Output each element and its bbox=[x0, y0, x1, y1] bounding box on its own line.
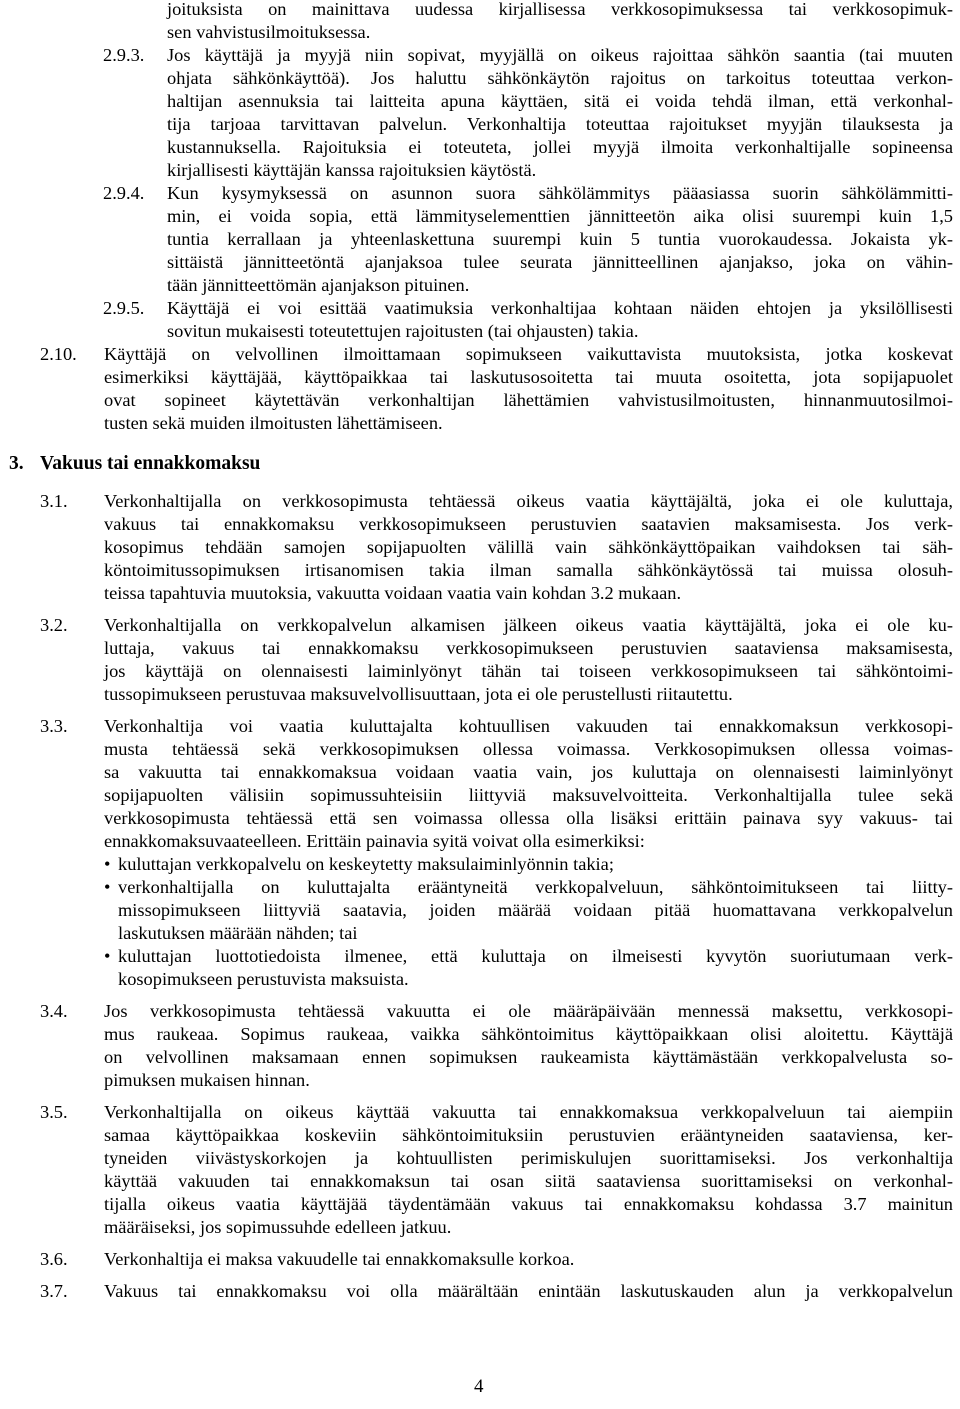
text-line: Verkonhaltijalla on oikeus käyttää vakuutta tai ennakkomaksua verkkopalveluun tai aiempiin bbox=[104, 1102, 953, 1122]
page-number: 4 bbox=[474, 1376, 484, 1397]
text-line: Käyttäjä ei voi esittää vaatimuksia verkonhaltijaa kohtaan näiden ehtojen ja yksilöllisesti bbox=[167, 298, 953, 318]
clause-number: 3.7. bbox=[40, 1281, 68, 1301]
text-line: sittäistä jännitteetöntä ajanjaksoa tulee seurata jännitteellinen ajanjakso, joka on vähin- bbox=[167, 252, 953, 272]
text-line: kosopimus tehdään samojen sopijapuolten välillä vain sähkönkäyttöpaikan vaihdoksen tai säh- bbox=[104, 537, 953, 557]
text-line: Käyttäjä on velvollinen ilmoittamaan sopimukseen vaikuttavista muutoksista, jotka koskevat bbox=[104, 344, 953, 364]
text-line: verkkosopimusta tehtäessä että sen voimassa ollessa olla lisäksi erittäin painava syy vakuus- tai bbox=[104, 808, 953, 828]
text-line: teissa tapahtuvia muutoksia, vakuutta voidaan vaatia vain kohdan 3.2 mukaan. bbox=[104, 583, 682, 603]
text-line: Verkonhaltija voi vaatia kuluttajalta kohtuullisen vakuuden tai ennakkomaksun verkkosopi- bbox=[104, 716, 953, 736]
bullet-item: kosopimukseen perustuvista maksuista. bbox=[118, 969, 409, 989]
text-line: Verkonhaltija ei maksa vakuudelle tai ennakkomaksulle korkoa. bbox=[104, 1249, 575, 1269]
text-line: ohjata sähkönkäyttöä). Jos haluttu sähkönkäytön rajoitus on tarkoitus toteuttaa verkon- bbox=[167, 68, 953, 88]
text-line: ovat sopineet käytettävän verkonhaltijan lähettämien vahvistusilmoitusten, hinnanmuutosilmoi- bbox=[104, 390, 953, 410]
clause-number: 3.3. bbox=[40, 716, 68, 736]
bullet-marker: • bbox=[104, 946, 111, 966]
bullet-item: laskutuksen määrään nähden; tai bbox=[118, 923, 358, 943]
text-line: musta tehtäessä sekä verkkosopimuksen ollessa voimassa. Verkkosopimuksen ollessa voimas- bbox=[104, 739, 953, 759]
text-line: tyneiden viivästyskorkojen ja kohtuullisten perimiskulujen suorittamiseksi. Jos verkonhaltija bbox=[104, 1148, 953, 1168]
text-line: luttaja, vakuus tai ennakkomaksu verkkosopimukseen perustuvien saataviensa maksamisesta, bbox=[104, 638, 953, 658]
clause-number: 2.10. bbox=[40, 344, 77, 364]
clause-number: 3.4. bbox=[40, 1001, 68, 1021]
section-number: 3. bbox=[9, 453, 24, 474]
clause-number: 2.9.4. bbox=[103, 183, 145, 203]
text-line: tijalla oikeus vaatia käyttäjää täydentämään vakuus tai ennakkomaksu kohdassa 3.7 mainitun bbox=[104, 1194, 953, 1214]
clause-number: 3.6. bbox=[40, 1249, 68, 1269]
bullet-marker: • bbox=[104, 877, 111, 897]
text-line: Verkonhaltijalla on verkkosopimusta tehtäessä oikeus vaatia käyttäjältä, joka ei ole kuluttaja, bbox=[104, 491, 953, 511]
text-line: pimuksen mukaisen hinnan. bbox=[104, 1070, 310, 1090]
text-line: sa vakuutta tai ennakkomaksua voidaan vaatia vain, jos kuluttaja on olennaisesti laiminlyönyt bbox=[104, 762, 953, 782]
text-line: mus raukeaa. Sopimus raukeaa, vaikka sähköntoimitus käyttöpaikkaan olisi aloitettu. Käyttäjä bbox=[104, 1024, 953, 1044]
bullet-item: missopimukseen liittyviä saatavia, joiden määrää voidaan pitää huomattavana verkkopalvelun bbox=[118, 900, 953, 920]
text-line: käyttää vakuuden tai ennakkomaksun tai osan siitä saataviensa suorittamiseksi on verkonhal- bbox=[104, 1171, 953, 1191]
clause-number: 3.1. bbox=[40, 491, 68, 511]
text-line: haltijan asennuksia tai laitteita apuna käyttäen, sitä ei voida tehdä ilman, että verkonhal- bbox=[167, 91, 953, 111]
text-line: määräiseksi, jos sopimussuhde edelleen jatkuu. bbox=[104, 1217, 452, 1237]
text-line: samaa käyttöpaikkaa koskeviin sähköntoimituksiin perustuvien erääntyneiden saataviensa, ker- bbox=[104, 1125, 953, 1145]
clause-number: 3.2. bbox=[40, 615, 68, 635]
text-line: sopijapuolten välisiin sopimussuhteisiin liittyviä maksuvelvoitteita. Verkonhaltijalla tulee sekä bbox=[104, 785, 953, 805]
clause-number: 2.9.3. bbox=[103, 45, 145, 65]
text-line: sen vahvistusilmoituksessa. bbox=[167, 22, 371, 42]
text-line: köntoimitussopimuksen irtisanomisen takia ilman samalla sähkönkäytössä tai muissa olosuh- bbox=[104, 560, 953, 580]
bullet-item: kuluttajan verkkopalvelu on keskeytetty maksulaiminlyönnin takia; bbox=[118, 854, 614, 874]
text-line: tussopimukseen perustuvaa maksuvelvollisuuttaan, jota ei ole perustellusti riitautettu. bbox=[104, 684, 733, 704]
text-line: Kun kysymyksessä on asunnon suora sähkölämmitys pääasiassa suorin sähkölämmitti- bbox=[167, 183, 953, 203]
text-line: kustannuksella. Rajoituksia ei toteuteta, jollei myyjä ilmoita verkonhaltijalle sopineensa bbox=[167, 137, 953, 157]
bullet-item: kuluttajan luottotiedoista ilmenee, että kuluttaja on ilmeisesti kyvytön suoriutumaan verk- bbox=[118, 946, 953, 966]
section-heading: Vakuus tai ennakkomaksu bbox=[40, 453, 261, 474]
text-line: tusten sekä muiden ilmoitusten lähettämiseen. bbox=[104, 413, 443, 433]
text-line: esimerkiksi käyttäjää, käyttöpaikkaa tai laskutusosoitetta tai muuta osoitetta, jota sopijapuolet bbox=[104, 367, 953, 387]
text-line: tija tarjoaa tarvittavan palvelun. Verkonhaltija toteuttaa rajoitukset myyjän tilauksesta ja bbox=[167, 114, 953, 134]
bullet-marker: • bbox=[104, 854, 111, 874]
text-line: jos käyttäjä on olennaisesti laiminlyönyt tähän tai toiseen verkkosopimukseen tai sähköntoimi- bbox=[104, 661, 953, 681]
text-line: Jos verkkosopimusta tehtäessä vakuutta ei ole määräpäivään mennessä maksettu, verkkosopi- bbox=[104, 1001, 953, 1021]
text-line: Verkonhaltijalla on verkkopalvelun alkamisen jälkeen oikeus vaatia käyttäjältä, joka ei ole ku- bbox=[104, 615, 953, 635]
clause-number: 2.9.5. bbox=[103, 298, 145, 318]
bullet-item: verkonhaltijalla on kuluttajalta erääntyneitä verkkopalveluun, sähköntoimitukseen tai liitty- bbox=[118, 877, 953, 897]
text-line: min, ei voida sopia, että lämmityselementtien jännitteetön aika olisi suurempi kuin 1,5 bbox=[167, 206, 953, 226]
text-line: ennakkomaksuvaateelleen. Erittäin painavia syitä voivat olla esimerkiksi: bbox=[104, 831, 645, 851]
text-line: Jos käyttäjä ja myyjä niin sopivat, myyjällä on oikeus rajoittaa sähkön saantia (tai muuten bbox=[167, 45, 953, 65]
clause-number: 3.5. bbox=[40, 1102, 68, 1122]
text-line: Vakuus tai ennakkomaksu voi olla määrältään enintään laskutuskauden alun ja verkkopalvelun bbox=[104, 1281, 953, 1301]
text-line: sovitun mukaisesti toteutettujen rajoitusten (tai ohjausten) takia. bbox=[167, 321, 639, 341]
text-line: tuntia kerrallaan ja yhteenlaskettuna suurempi kuin 5 tuntia vuorokaudessa. Jokaista yk- bbox=[167, 229, 953, 249]
text-line: kirjallisesti käyttäjän kanssa rajoituksien käytöstä. bbox=[167, 160, 537, 180]
text-line: tään jännitteettömän ajanjakson pituinen. bbox=[167, 275, 470, 295]
text-line: joituksista on mainittava uudessa kirjallisessa verkkosopimuksessa tai verkkosopimuk- bbox=[167, 0, 953, 19]
text-line: vakuus tai ennakkomaksu verkkosopimukseen perustuvien saatavien maksamisesta. Jos verk- bbox=[104, 514, 953, 534]
text-line: on velvollinen maksamaan ennen sopimuksen raukeamista käyttämästään verkkopalvelusta so- bbox=[104, 1047, 953, 1067]
